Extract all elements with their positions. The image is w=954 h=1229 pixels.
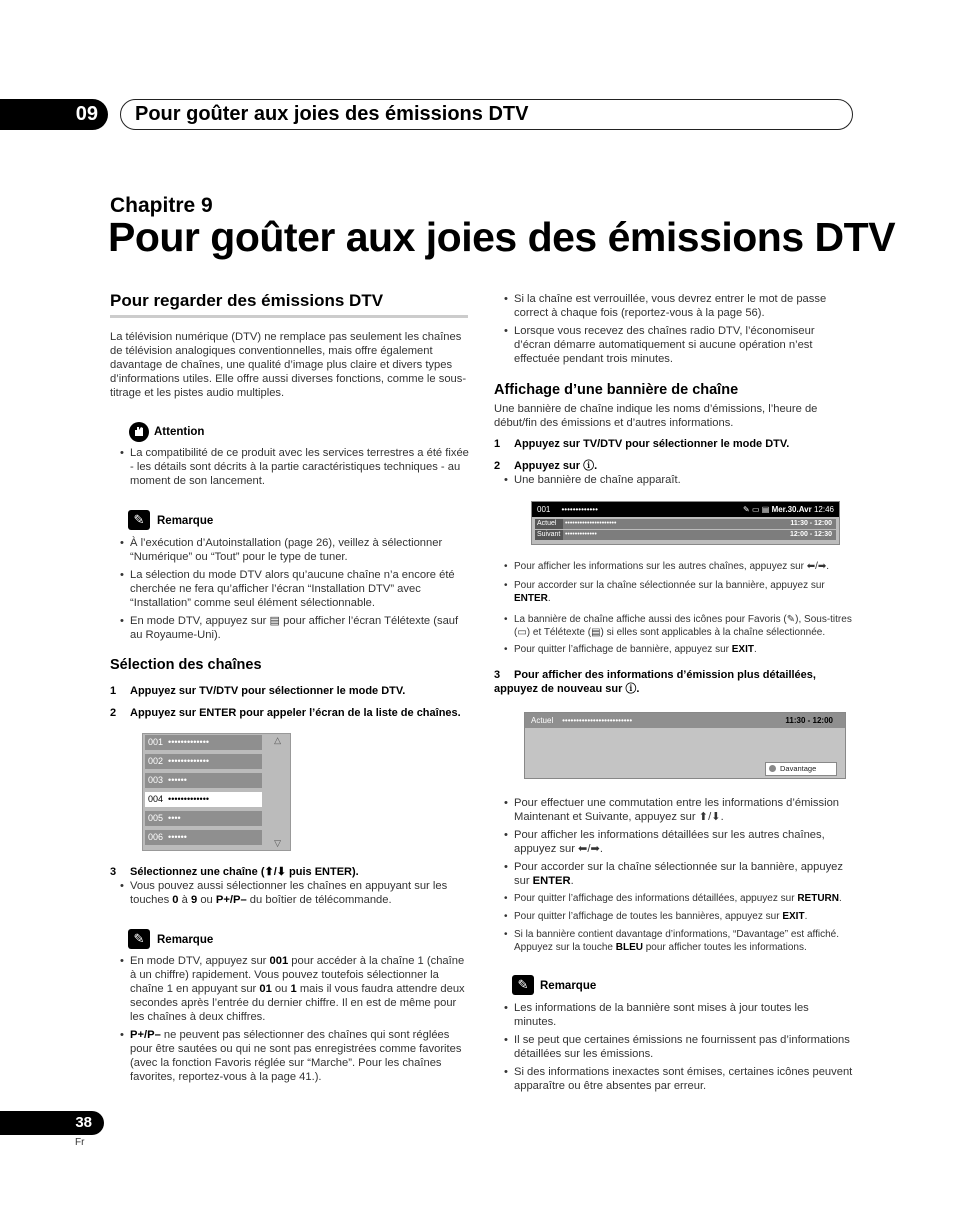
channel-row[interactable]: 003 •••••• (145, 773, 262, 788)
list-item: • Pour accorder sur la chaîne sélectionnée sur la bannière, appuyez sur ENTER. (504, 579, 854, 605)
scroll-up-icon[interactable]: △ (274, 735, 281, 745)
scroll-down-icon[interactable]: ▽ (274, 838, 281, 848)
banner-step-2-note (504, 473, 854, 491)
list-item: • Si la bannière contient davantage d’informations, “Davantage” est affiché. Appuyez sur la touche BLEU pour afficher toutes les informations. (504, 928, 854, 954)
blue-button-icon (769, 765, 776, 772)
chapter-number-tab: 09 (0, 99, 108, 130)
list-item: • Pour quitter l’affichage des informations détaillées, appuyez sur RETURN. (504, 892, 854, 905)
banner-step-1: 1 Appuyez sur TV/DTV pour sélectionner le mode DTV. (494, 438, 790, 450)
channel-row[interactable]: 001 ••••••••••••• (145, 735, 262, 750)
list-item: • En mode DTV, appuyez sur 001 pour accéder à la chaîne 1 (chaîne à un chiffre) rapidement. Vous pouvez toutefois sélectionner la chaîne 1 en appuyant sur 01 ou 1 mais il vous faudra attendre deux secondes après l’entrée du dernier chiffre. Il en est de même pour les chaînes à deux chiffres. (120, 954, 470, 1024)
favorite-icon: ✎ (743, 505, 750, 514)
remarque-2-list (120, 954, 470, 1088)
note-icon: ✎ (128, 510, 150, 530)
right-remarque-list (504, 1001, 854, 1097)
list-item: • Pour afficher les informations sur les autres chaînes, appuyez sur ⬅/➡. (504, 560, 854, 573)
list-item: • Pour afficher les informations détaillées sur les autres chaînes, appuyez sur ⬅/➡. (504, 828, 854, 856)
list-item: • La sélection du mode DTV alors qu’aucune chaîne n’a encore été cherchée ne fera qu’afficher l’écran “Installation DTV” avec “Installation” comme seul élément sélectionnable. (120, 568, 470, 610)
attention-label: Attention (154, 426, 205, 438)
remarque-label: Remarque (157, 934, 214, 946)
banner-notes (504, 560, 854, 660)
detailed-notes (504, 796, 854, 958)
page-title: Pour goûter aux joies des émissions DTV (108, 214, 896, 260)
top-list (504, 292, 854, 370)
header-title: Pour goûter aux joies des émissions DTV (120, 99, 853, 130)
channel-list-screen (142, 733, 291, 851)
banner-intro: Une bannière de chaîne indique les noms d’émissions, l’heure de début/fin des émissions et d’autres informations. (494, 403, 818, 429)
section-title: Pour regarder des émissions DTV (110, 291, 384, 310)
list-item: • P+/P– ne peuvent pas sélectionner des chaînes qui sont réglées pour être sautées ou qui ne sont pas enregistrées comme favorites (avec la fonction Favoris réglée sur “Marche”. Pour les chaînes favorites, reportez-vous à la page 41.). (120, 1028, 470, 1084)
banner-row: Actuel ••••••••••••••••••••• 11:30 - 12:00 (535, 519, 836, 529)
list-item: • Les informations de la bannière sont mises à jour toutes les minutes. (504, 1001, 854, 1029)
section-rule (110, 315, 468, 318)
note-icon: ✎ (512, 975, 534, 995)
remarque-label: Remarque (540, 980, 597, 992)
list-item: • Pour accorder sur la chaîne sélectionnée sur la bannière, appuyez sur ENTER. (504, 860, 854, 888)
attention-icon (128, 422, 150, 442)
detailed-banner-header: Actuel ••••••••••••••••••••••••• 11:30 - 12:00 (525, 713, 845, 728)
list-item: • En mode DTV, appuyez sur ▤ pour afficher l’écran Télétexte (sauf au Royaume-Uni). (120, 614, 470, 642)
remarque-list (120, 536, 470, 646)
list-item: • La bannière de chaîne affiche aussi des icônes pour Favoris (✎), Sous-titres (▭) et Télétexte (▤) si elles sont applicables à la chaîne sélectionnée. (504, 613, 854, 639)
list-item: • Si la chaîne est verrouillée, vous devrez entrer le mot de passe correct à chaque fois (reportez-vous à la page 56). (504, 292, 854, 320)
step-3-notes (120, 879, 470, 911)
banner-step-2: 2 Appuyez sur ⓘ. (494, 460, 598, 472)
page-number: 38 (0, 1111, 104, 1135)
selection-title: Sélection des chaînes (110, 657, 262, 673)
channel-row-selected[interactable]: 004 ••••••••••••• (145, 792, 262, 807)
list-item: • Une bannière de chaîne apparaît. (504, 473, 854, 487)
list-item: • Pour quitter l’affichage de bannière, appuyez sur EXIT. (504, 643, 854, 656)
banner-header: 001 ••••••••••••• ✎ ▭ ▤ Mer.30.Avr 12:46 (532, 502, 839, 517)
teletext-icon: ▤ (761, 505, 770, 514)
list-item: • Si des informations inexactes sont émises, certaines icônes peuvent apparaître ou être absentes par erreur. (504, 1065, 854, 1093)
list-item: • Pour effectuer une commutation entre les informations d’émission Maintenant et Suivante, appuyez sur ⬆/⬇. (504, 796, 854, 824)
channel-row[interactable]: 006 •••••• (145, 830, 262, 845)
list-item: • Pour quitter l’affichage de toutes les bannières, appuyez sur EXIT. (504, 910, 854, 923)
list-item: • Vous pouvez aussi sélectionner les chaînes en appuyant sur les touches 0 à 9 ou P+/P– du boîtier de télécommande. (120, 879, 470, 907)
intro-paragraph: La télévision numérique (DTV) ne remplace pas seulement les chaînes de télévision analogiques conventionnelles, mais offre également davantage de chaînes, une qualité d’image plus claire et divers types d’informations utiles. Elle offre aussi diverses fonctions, comme le sous-titrage et les pistes audio multiples. (110, 331, 467, 399)
channel-banner (531, 501, 840, 545)
step-2: 2 Appuyez sur ENTER pour appeler l’écran de la liste de chaînes. (110, 707, 461, 719)
banner-step-3: 3 Pour afficher des informations d’émission plus détaillées, appuyez de nouveau sur ⓘ. (494, 669, 816, 695)
language-code: Fr (75, 1137, 85, 1148)
list-item: • Lorsque vous recevez des chaînes radio DTV, l’économiseur d’écran démarre automatiquement si aucune opération n’est effectuée pendant trois minutes. (504, 324, 854, 366)
list-item: • La compatibilité de ce produit avec les services terrestres a été fixée - les détails sont décrits à la partie caractéristiques techniques - au moment de son lancement. (120, 446, 470, 488)
channel-row[interactable]: 005 •••• (145, 811, 262, 826)
remarque-label: Remarque (157, 515, 214, 527)
attention-list (120, 446, 470, 492)
chapter-label: Chapitre 9 (110, 194, 213, 217)
note-icon: ✎ (128, 929, 150, 949)
more-info-indicator: Davantage (765, 762, 837, 776)
step-3: 3 Sélectionnez une chaîne (⬆/⬇ puis ENTER). (110, 866, 359, 878)
banner-section-title: Affichage d’une bannière de chaîne (494, 382, 739, 398)
subtitle-icon: ▭ (751, 505, 760, 514)
step-1: 1 Appuyez sur TV/DTV pour sélectionner le mode DTV. (110, 685, 406, 697)
channel-row[interactable]: 002 ••••••••••••• (145, 754, 262, 769)
list-item: • Il se peut que certaines émissions ne fournissent pas d’informations détaillées sur les émissions. (504, 1033, 854, 1061)
list-item: • À l’exécution d’Autoinstallation (page 26), veillez à sélectionner “Numérique” ou “Tout” pour le type de tuner. (120, 536, 470, 564)
detailed-banner (524, 712, 846, 779)
banner-row: Suivant ••••••••••••• 12:00 - 12:30 (535, 530, 836, 540)
